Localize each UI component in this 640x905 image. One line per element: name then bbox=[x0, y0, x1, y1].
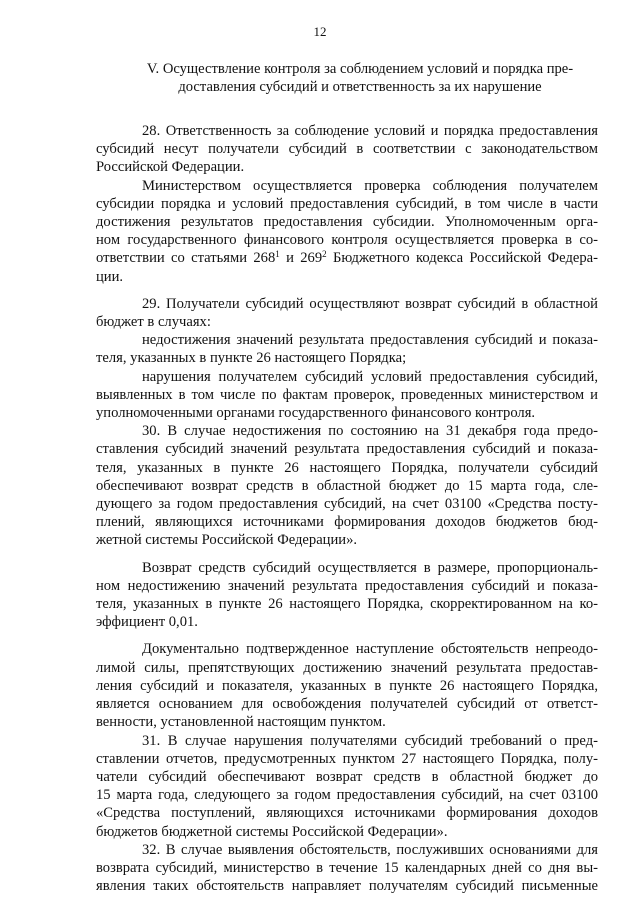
section-heading bbox=[140, 60, 580, 96]
text-line: уполномоченными органами государственного финансового контроля. bbox=[96, 405, 536, 422]
text-segment: ответствии со статьями 268 bbox=[96, 250, 276, 267]
text-line: обеспечивают возврат средств в областной бюджет до 15 марта года, сле- bbox=[96, 477, 598, 494]
body-text bbox=[96, 122, 598, 895]
heading-line: V. Осуществление контроля за соблюдением условий и порядка пре- bbox=[146, 61, 574, 77]
text-line: субсидий несут получатели субсидий в соответствии с законодательством bbox=[96, 141, 598, 158]
text-line: ставления субсидий значений результата предоставления субсидий и показа- bbox=[96, 441, 598, 458]
text-line: 15 марта года, следующего за годом предоставления субсидий, на счет 03100 bbox=[96, 787, 598, 804]
page-number: 12 bbox=[313, 24, 327, 39]
text-line: достижения результатов предоставления субсидии. Уполномоченным орга- bbox=[96, 214, 598, 231]
text-line: Возврат средств субсидий осуществляется в размере, пропорциональ- bbox=[142, 559, 598, 576]
text-segment: и 269 bbox=[279, 250, 323, 267]
text-line: Документально подтвержденное наступление обстоятельств непреодо- bbox=[142, 641, 598, 658]
text-line: лимой силы, препятствующих достижению значений результата предостав- bbox=[96, 659, 598, 676]
text-segment: Бюджетного кодекса Российской Федера- bbox=[326, 250, 598, 267]
text-line: 31. В случае нарушения получателями субсидий требований о пред- bbox=[142, 732, 598, 749]
heading-line: доставления субсидий и ответственность за их нарушение bbox=[178, 79, 542, 95]
text-line: теля, указанных в пункте 26 настоящего Порядка, получатели субсидий bbox=[96, 459, 598, 476]
text-line: выявленных в том числе по фактам проверок, проведенных министерством и bbox=[96, 386, 598, 403]
text-line: ном недостижению значений результата предоставления субсидий и показа- bbox=[96, 577, 598, 594]
text-line: бюджетов бюджетной системы Российской Федерации». bbox=[96, 823, 448, 840]
text-line: ления субсидий и показателя, указанных в пункте 26 настоящего Порядка, bbox=[96, 677, 598, 694]
text-line-with-superscripts bbox=[96, 249, 598, 267]
text-line: ном государственного финансового контроля осуществляется проверка в со- bbox=[96, 232, 598, 249]
text-line: плений, являющихся источниками формирования доходов бюджетов бюд- bbox=[96, 514, 598, 531]
text-line: является основанием для освобождения получателей субсидий от ответст- bbox=[96, 696, 598, 713]
text-line: бюджет в случаях: bbox=[96, 314, 211, 331]
text-line: теля, указанных в пункте 26 настоящего Порядка; bbox=[96, 350, 407, 367]
text-line: 30. В случае недостижения по состоянию на 31 декабря года предо- bbox=[142, 423, 598, 440]
text-line: венности, установленной настоящим пунктом. bbox=[96, 714, 386, 731]
text-line: жетной системы Российской Федерации». bbox=[96, 532, 358, 549]
text-line: возврата субсидий, министерство в течение 15 календарных дней со дня вы- bbox=[96, 859, 598, 876]
text-line: ставлении отчетов, предусмотренных пунктом 27 настоящего Порядка, полу- bbox=[96, 750, 598, 767]
text-line: Российской Федерации. bbox=[96, 159, 245, 176]
text-line: недостижения значений результата предоставления субсидий и показа- bbox=[142, 332, 598, 349]
text-line: эффициент 0,01. bbox=[96, 614, 198, 631]
text-line: 29. Получатели субсидий осуществляют возврат субсидий в областной bbox=[142, 295, 598, 312]
text-line: Министерством осуществляется проверка соблюдения получателем bbox=[142, 177, 598, 194]
text-line: ции. bbox=[96, 268, 124, 285]
text-line: 28. Ответственность за соблюдение условий и порядка предоставления bbox=[142, 123, 598, 139]
text-line: «Средства поступлений, являющихся источниками формирования доходов bbox=[96, 805, 598, 822]
text-line: теля, указанных в пункте 26 настоящего Порядка, скорректированном на ко- bbox=[96, 596, 598, 613]
text-line: субсидии порядка и условий предоставления субсидий, в том числе в части bbox=[96, 195, 598, 212]
superscript: 2 bbox=[322, 249, 327, 260]
text-line: нарушения получателем субсидий условий предоставления субсидий, bbox=[142, 368, 598, 385]
text-line: явления таких обстоятельств направляет получателям субсидий письменные bbox=[96, 878, 598, 895]
text-line: чатели субсидий обеспечивают возврат средств в областной бюджет до bbox=[96, 768, 598, 785]
superscript: 1 bbox=[275, 249, 280, 260]
text-line: 32. В случае выявления обстоятельств, послуживших основаниями для bbox=[142, 841, 598, 858]
text-line: дующего за годом предоставления субсидий, на счет 03100 «Средства посту- bbox=[96, 496, 598, 513]
